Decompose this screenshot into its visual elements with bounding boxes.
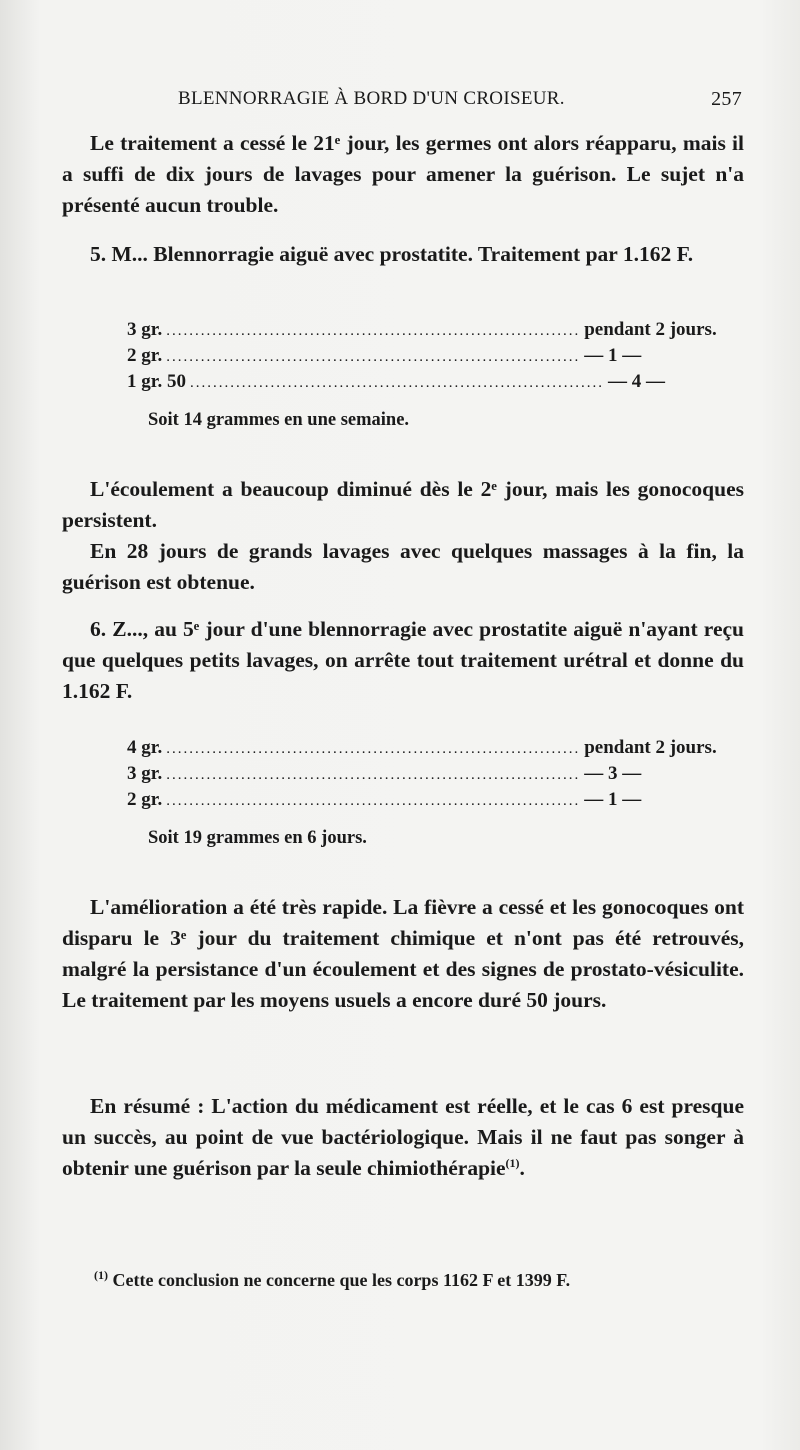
case-6-total: Soit 19 grammes en 6 jours. — [148, 828, 367, 848]
dose-duration: — 4 — — [607, 371, 665, 392]
dose-duration: — 1 — — [584, 345, 642, 366]
paragraph-text: L'écoulement a beaucoup diminué dès le 2ᵉ jour, mais les gonocoques persistent. — [62, 477, 744, 532]
case-5-discharge — [62, 474, 744, 536]
footnote-text: Cette conclusion ne concerne que les corps 1162 F et 1399 F. — [112, 1270, 571, 1290]
dose-amount: 3 gr. — [127, 763, 163, 784]
leader-dots: ........................................................................ — [166, 767, 581, 783]
dose-amount: 2 gr. — [127, 789, 163, 810]
page-number: 257 — [711, 88, 742, 110]
leader-dots: ........................................................................ — [166, 349, 581, 365]
dose-row — [127, 735, 717, 761]
dose-duration: pendant 2 jours. — [584, 319, 717, 340]
dose-table-case-6 — [127, 735, 717, 813]
running-title: BLENNORRAGIE À BORD D'UN CROISEUR. — [178, 88, 565, 109]
paragraph-treatment-end — [62, 128, 744, 221]
footnote — [94, 1270, 744, 1291]
dose-amount: 3 gr. — [127, 319, 163, 340]
case-5-intro — [62, 239, 744, 270]
leader-dots: ........................................................................ — [166, 741, 581, 757]
dose-duration: — 1 — — [584, 789, 642, 810]
footnote-marker: (1) — [94, 1268, 108, 1282]
dose-duration: pendant 2 jours. — [584, 737, 717, 758]
case-6-intro — [62, 614, 744, 707]
paragraph-text: L'amélioration a été très rapide. La fièvre a cessé et les gonocoques ont disparu le 3ᵉ jour du traitement chimique et n'ont pas été retrouvés, malgré la persistance d'un écoulement et des signes de prostato-vésiculite. Le traitement par les moyens usuels a encore duré 50 jours. — [62, 895, 744, 1012]
dose-row — [127, 369, 665, 395]
dose-duration: — 3 — — [584, 763, 642, 784]
case-5-total: Soit 14 grammes en une semaine. — [148, 410, 410, 430]
dose-amount: 1 gr. 50 — [127, 371, 186, 392]
leader-dots: ........................................................................ — [189, 375, 604, 391]
dose-amount: 2 gr. — [127, 345, 163, 366]
paragraph-text: En 28 jours de grands lavages avec quelques massages à la fin, la guérison est obtenue. — [62, 539, 744, 594]
case-5-intro-text: 5. M... Blennorragie aiguë avec prostatite. Traitement par 1.162 F. — [90, 242, 694, 266]
case-6-intro-text: 6. Z..., au 5ᵉ jour d'une blennorragie avec prostatite aiguë n'ayant reçu que quelques petits lavages, on arrête tout traitement urétral et donne du 1.162 F. — [62, 617, 744, 703]
dose-row — [127, 317, 717, 343]
case-6-improvement — [62, 892, 744, 1016]
dose-row — [127, 343, 657, 369]
paragraph-text: Le traitement a cessé le 21ᵉ jour, les germes ont alors réapparu, mais il a suffi de dix jours de lavages pour amener la guérison. Le sujet n'a présenté aucun trouble. — [62, 131, 744, 217]
leader-dots: ........................................................................ — [166, 793, 581, 809]
leader-dots: ........................................................................ — [166, 323, 581, 339]
case-5-cure — [62, 536, 744, 598]
footnote-reference: (1) — [505, 1155, 520, 1170]
dose-row — [127, 787, 657, 813]
dose-table-case-5 — [127, 317, 717, 395]
dose-amount: 4 gr. — [127, 737, 163, 758]
summary-paragraph: En résumé : L'action du médicament est réelle, et le cas 6 est presque un succès, au point de vue bactériologique. Mais il ne faut pas songer à obtenir une guérison par la seule chimiothérapie$^{(1)}$. — [62, 1094, 744, 1180]
summary-text: En résumé : L'action du médicament est réelle, et le cas 6 est presque un succès, au point de vue bactériologique. Mais il ne faut pas songer à obtenir une guérison par la seule chimiothérapie — [62, 1094, 744, 1180]
dose-row — [127, 761, 657, 787]
